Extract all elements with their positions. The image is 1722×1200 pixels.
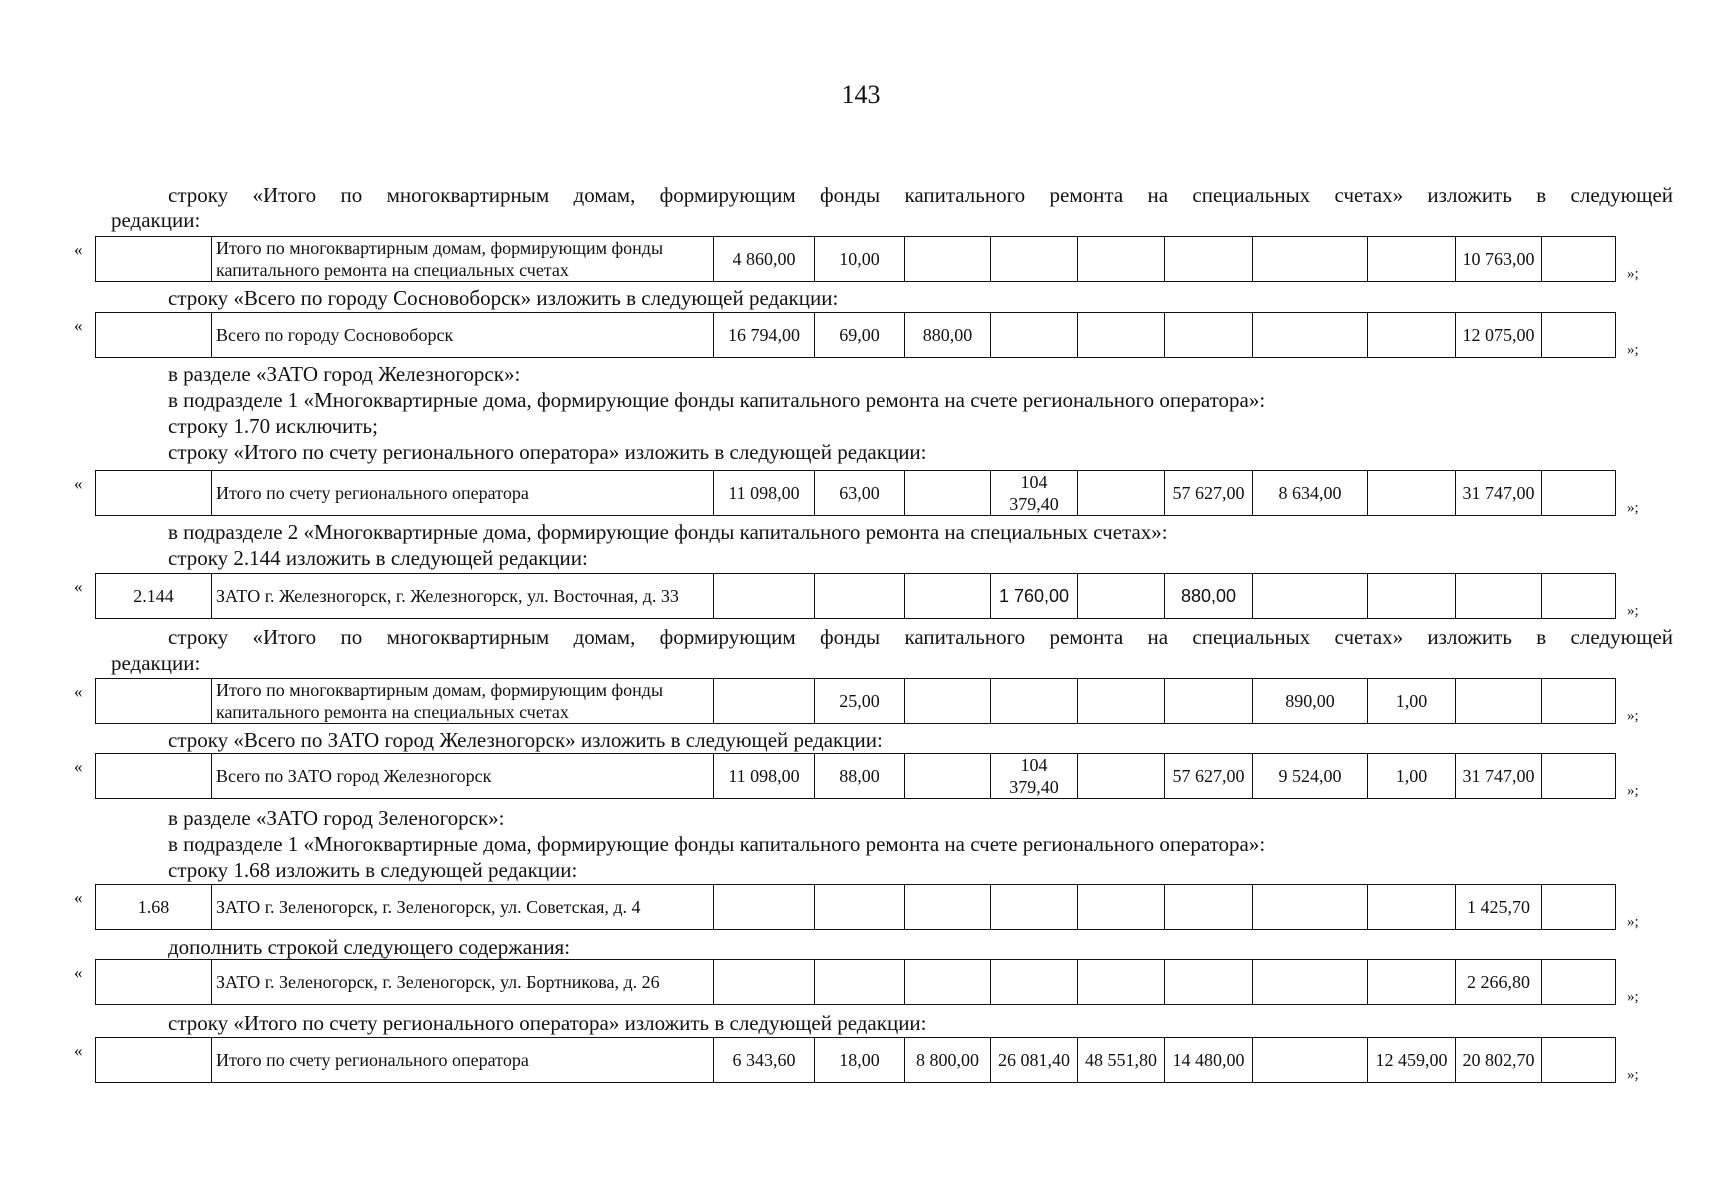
cell-value: 31 747,00 <box>1456 754 1542 799</box>
cell-value: 4 860,00 <box>714 237 815 282</box>
cell-value <box>991 237 1078 282</box>
instruction-line: строку 2.144 изложить в следующей редакции: <box>168 546 588 570</box>
cell-value <box>1542 960 1616 1005</box>
cell-value: 8 800,00 <box>905 1038 991 1083</box>
instruction-line: в подразделе 2 «Многоквартирные дома, формирующие фонды капитального ремонта на специальных счетах»: <box>168 520 1168 544</box>
cell-value <box>714 885 815 930</box>
table-row <box>95 884 1616 930</box>
row-number <box>96 237 212 282</box>
cell-value: 1,00 <box>1368 754 1456 799</box>
cell-value: 16 794,00 <box>714 313 815 358</box>
close-quote: »; <box>1627 266 1639 282</box>
open-quote: « <box>74 963 83 982</box>
table-row <box>95 753 1616 799</box>
row-number <box>96 313 212 358</box>
cell-value: 880,00 <box>905 313 991 358</box>
cell-value: 63,00 <box>815 471 905 516</box>
cell-value <box>1078 679 1165 724</box>
cell-value: 10 763,00 <box>1456 237 1542 282</box>
instruction-line: в подразделе 1 «Многоквартирные дома, формирующие фонды капитального ремонта на счете регионального оператора»: <box>168 832 1266 856</box>
table-row <box>95 312 1616 358</box>
cell-value <box>1368 471 1456 516</box>
instruction-line: в разделе «ЗАТО город Зеленогорск»: <box>168 806 505 830</box>
row-name: Итого по многоквартирным домам, формирующим фонды капитального ремонта на специальных счетах <box>212 679 714 724</box>
cell-value <box>1542 1038 1616 1083</box>
row-name: Итого по счету регионального оператора <box>212 471 714 516</box>
instruction-line: в разделе «ЗАТО город Железногорск»: <box>168 362 521 386</box>
close-quote: »; <box>1627 342 1639 358</box>
row-name: ЗАТО г. Зеленогорск, г. Зеленогорск, ул. Бортникова, д. 26 <box>212 960 714 1005</box>
cell-value <box>1165 885 1253 930</box>
cell-value <box>1165 237 1253 282</box>
table-row <box>95 573 1616 619</box>
close-quote: »; <box>1627 603 1639 619</box>
cell-value <box>1542 471 1616 516</box>
cell-value: 57 627,00 <box>1165 471 1253 516</box>
instruction-line: в подразделе 1 «Многоквартирные дома, формирующие фонды капитального ремонта на счете регионального оператора»: <box>168 388 1266 412</box>
cell-value <box>1542 679 1616 724</box>
cell-value <box>991 679 1078 724</box>
page-number: 143 <box>841 80 881 109</box>
instruction-line: строку «Итого по счету регионального оператора» изложить в следующей редакции: <box>168 1011 927 1035</box>
cell-value: 890,00 <box>1253 679 1368 724</box>
cell-value: 14 480,00 <box>1165 1038 1253 1083</box>
cell-value <box>815 885 905 930</box>
cell-value <box>1078 574 1165 619</box>
cell-value: 8 634,00 <box>1253 471 1368 516</box>
cell-value <box>1165 679 1253 724</box>
instruction-line: строку 1.68 изложить в следующей редакции: <box>168 858 578 882</box>
cell-value <box>991 885 1078 930</box>
cell-value <box>1456 679 1542 724</box>
cell-value: 11 098,00 <box>714 754 815 799</box>
cell-value <box>1542 313 1616 358</box>
row-name: Всего по ЗАТО город Железногорск <box>212 754 714 799</box>
cell-value <box>1542 885 1616 930</box>
cell-value <box>1368 960 1456 1005</box>
cell-value: 20 802,70 <box>1456 1038 1542 1083</box>
row-name: ЗАТО г. Зеленогорск, г. Зеленогорск, ул. Советская, д. 4 <box>212 885 714 930</box>
cell-value <box>1542 754 1616 799</box>
cell-value: 26 081,40 <box>991 1038 1078 1083</box>
cell-value: 18,00 <box>815 1038 905 1083</box>
close-quote: »; <box>1627 500 1639 516</box>
open-quote: « <box>74 888 83 907</box>
cell-value <box>1253 237 1368 282</box>
open-quote: « <box>74 240 83 259</box>
instruction-line: строку «Итого по многоквартирным домам, формирующим фонды капитального ремонта на специальных счетах» изложить в следующей <box>168 625 1673 649</box>
cell-value <box>1078 313 1165 358</box>
cell-value <box>1253 1038 1368 1083</box>
open-quote: « <box>74 757 83 776</box>
cell-value: 1 760,00 <box>991 574 1078 619</box>
cell-value <box>905 885 991 930</box>
cell-value <box>1078 885 1165 930</box>
cell-value <box>905 679 991 724</box>
row-name: Всего по городу Сосновоборск <box>212 313 714 358</box>
table-row <box>95 1037 1616 1083</box>
cell-value: 57 627,00 <box>1165 754 1253 799</box>
open-quote: « <box>74 316 83 335</box>
row-number <box>96 960 212 1005</box>
row-name: Итого по счету регионального оператора <box>212 1038 714 1083</box>
row-number <box>96 679 212 724</box>
cell-value <box>714 574 815 619</box>
cell-value <box>905 237 991 282</box>
cell-value: 1 425,70 <box>1456 885 1542 930</box>
cell-value: 9 524,00 <box>1253 754 1368 799</box>
cell-value <box>1456 574 1542 619</box>
cell-value: 1,00 <box>1368 679 1456 724</box>
table-row <box>95 678 1616 724</box>
row-name: Итого по многоквартирным домам, формирующим фонды капитального ремонта на специальных счетах <box>212 237 714 282</box>
row-number: 1.68 <box>96 885 212 930</box>
cell-value <box>1253 885 1368 930</box>
cell-value: 88,00 <box>815 754 905 799</box>
cell-value: 104 379,40 <box>991 754 1078 799</box>
cell-value <box>991 313 1078 358</box>
instruction-line: строку 1.70 исключить; <box>168 414 378 438</box>
cell-value <box>1253 574 1368 619</box>
row-number: 2.144 <box>96 574 212 619</box>
cell-value <box>905 754 991 799</box>
instruction-line: строку «Итого по счету регионального оператора» изложить в следующей редакции: <box>168 440 927 464</box>
cell-value <box>1368 885 1456 930</box>
cell-value: 2 266,80 <box>1456 960 1542 1005</box>
close-quote: »; <box>1627 708 1639 724</box>
instruction-line: строку «Всего по ЗАТО город Железногорск» изложить в следующей редакции: <box>168 728 883 752</box>
instruction-line: строку «Итого по многоквартирным домам, формирующим фонды капитального ремонта на специальных счетах» изложить в следующей <box>168 183 1673 207</box>
close-quote: »; <box>1627 989 1639 1005</box>
cell-value <box>1368 237 1456 282</box>
cell-value <box>1542 237 1616 282</box>
cell-value: 104 379,40 <box>991 471 1078 516</box>
row-number <box>96 1038 212 1083</box>
close-quote: »; <box>1627 783 1639 799</box>
instruction-line: редакции: <box>111 208 201 232</box>
open-quote: « <box>74 577 83 596</box>
close-quote: »; <box>1627 914 1639 930</box>
row-name: ЗАТО г. Железногорск, г. Железногорск, ул. Восточная, д. 33 <box>212 574 714 619</box>
cell-value: 11 098,00 <box>714 471 815 516</box>
cell-value: 6 343,60 <box>714 1038 815 1083</box>
cell-value: 69,00 <box>815 313 905 358</box>
cell-value <box>1368 574 1456 619</box>
close-quote: »; <box>1627 1067 1639 1083</box>
table-row <box>95 959 1616 1005</box>
cell-value <box>1253 313 1368 358</box>
cell-value <box>1078 960 1165 1005</box>
cell-value <box>905 574 991 619</box>
cell-value: 31 747,00 <box>1456 471 1542 516</box>
cell-value: 880,00 <box>1165 574 1253 619</box>
cell-value <box>1078 237 1165 282</box>
row-number <box>96 754 212 799</box>
cell-value <box>905 960 991 1005</box>
cell-value <box>991 960 1078 1005</box>
instruction-line: редакции: <box>111 651 201 675</box>
instruction-line: строку «Всего по городу Сосновоборск» изложить в следующей редакции: <box>168 286 839 310</box>
cell-value: 48 551,80 <box>1078 1038 1165 1083</box>
open-quote: « <box>74 474 83 493</box>
cell-value: 10,00 <box>815 237 905 282</box>
table-row <box>95 470 1616 516</box>
cell-value: 12 075,00 <box>1456 313 1542 358</box>
row-number <box>96 471 212 516</box>
cell-value: 12 459,00 <box>1368 1038 1456 1083</box>
cell-value <box>1165 960 1253 1005</box>
cell-value <box>815 960 905 1005</box>
cell-value <box>1368 313 1456 358</box>
cell-value <box>1253 960 1368 1005</box>
cell-value <box>815 574 905 619</box>
open-quote: « <box>74 682 83 701</box>
cell-value <box>714 679 815 724</box>
instruction-line: дополнить строкой следующего содержания: <box>168 935 571 959</box>
cell-value <box>1165 313 1253 358</box>
cell-value: 25,00 <box>815 679 905 724</box>
cell-value <box>1078 754 1165 799</box>
cell-value <box>714 960 815 1005</box>
cell-value <box>1078 471 1165 516</box>
table-row <box>95 236 1616 282</box>
open-quote: « <box>74 1041 83 1060</box>
cell-value <box>1542 574 1616 619</box>
cell-value <box>905 471 991 516</box>
